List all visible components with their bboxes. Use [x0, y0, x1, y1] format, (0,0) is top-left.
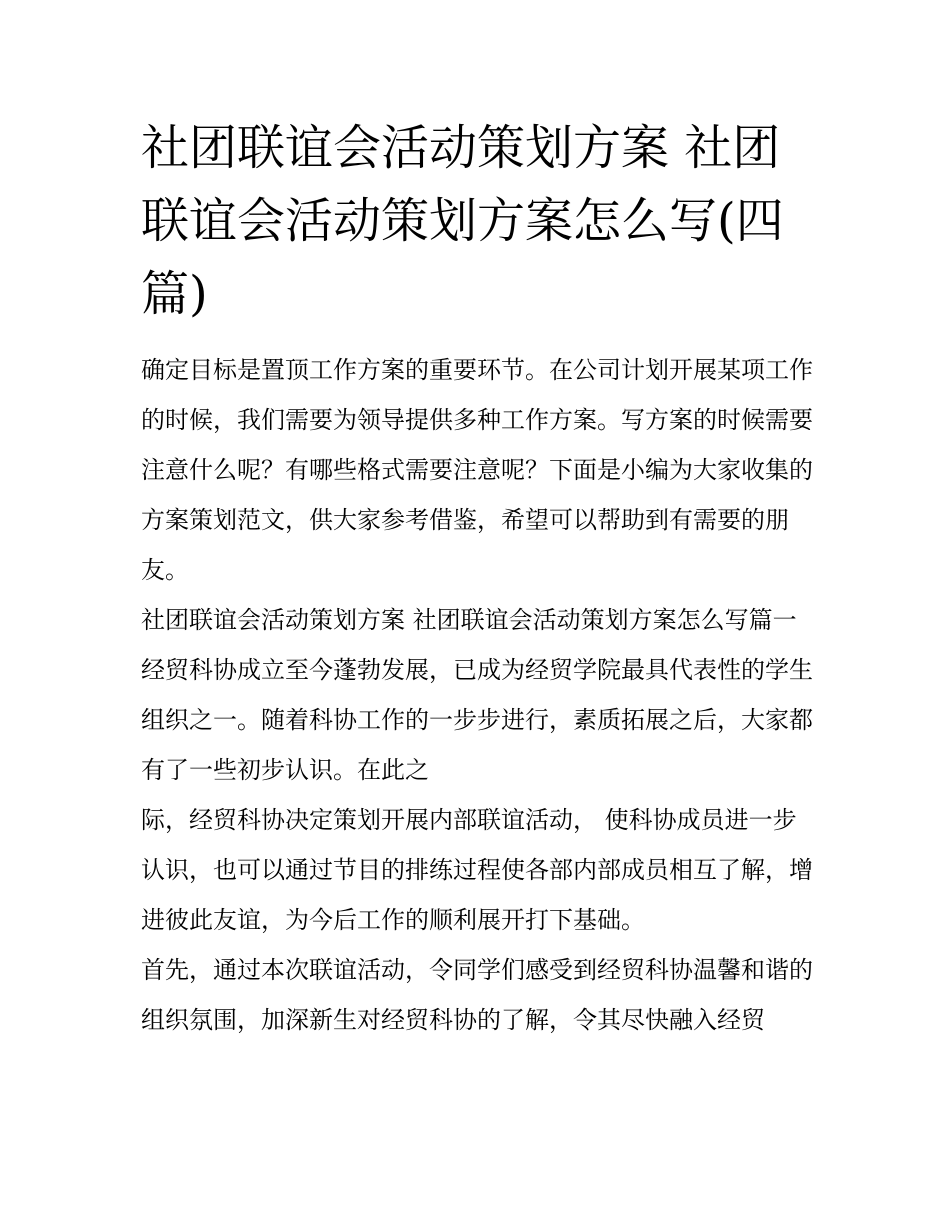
body-paragraph-3: 首先，通过本次联谊活动，令同学们感受到经贸科协温馨和谐的组织氛围，加深新生对经贸科协的了解，令其尽快融入经贸: [141, 956, 813, 1034]
section-heading: 社团联谊会活动策划方案 社团联谊会活动策划方案怎么写篇一: [141, 606, 797, 634]
document-title: 社团联谊会活动策划方案 社团联谊会活动策划方案怎么写(四篇): [141, 120, 784, 322]
intro-paragraph: 确定目标是置顶工作方案的重要环节。在公司计划开展某项工作的时候，我们需要为领导提供多种工作方案。写方案的时候需要注意什么呢？有哪些格式需要注意呢？下面是小编为大家收集的方案策划范文，供大家参考借鉴，希望可以帮助到有需要的朋友。: [141, 356, 813, 584]
document-page: [141, 112, 813, 1045]
body-paragraph-2: 际，经贸科协决定策划开展内部联谊活动， 使科协成员进一步认识，也可以通过节目的排练过程使各部内部成员相互了解，增进彼此友谊，为今后工作的顺利展开打下基础。: [141, 806, 813, 934]
body-paragraph-1: 经贸科协成立至今蓬勃发展，已成为经贸学院最具代表性的学生组织之一。随着科协工作的一步步进行，素质拓展之后，大家都有了一些初步认识。在此之: [141, 656, 813, 784]
